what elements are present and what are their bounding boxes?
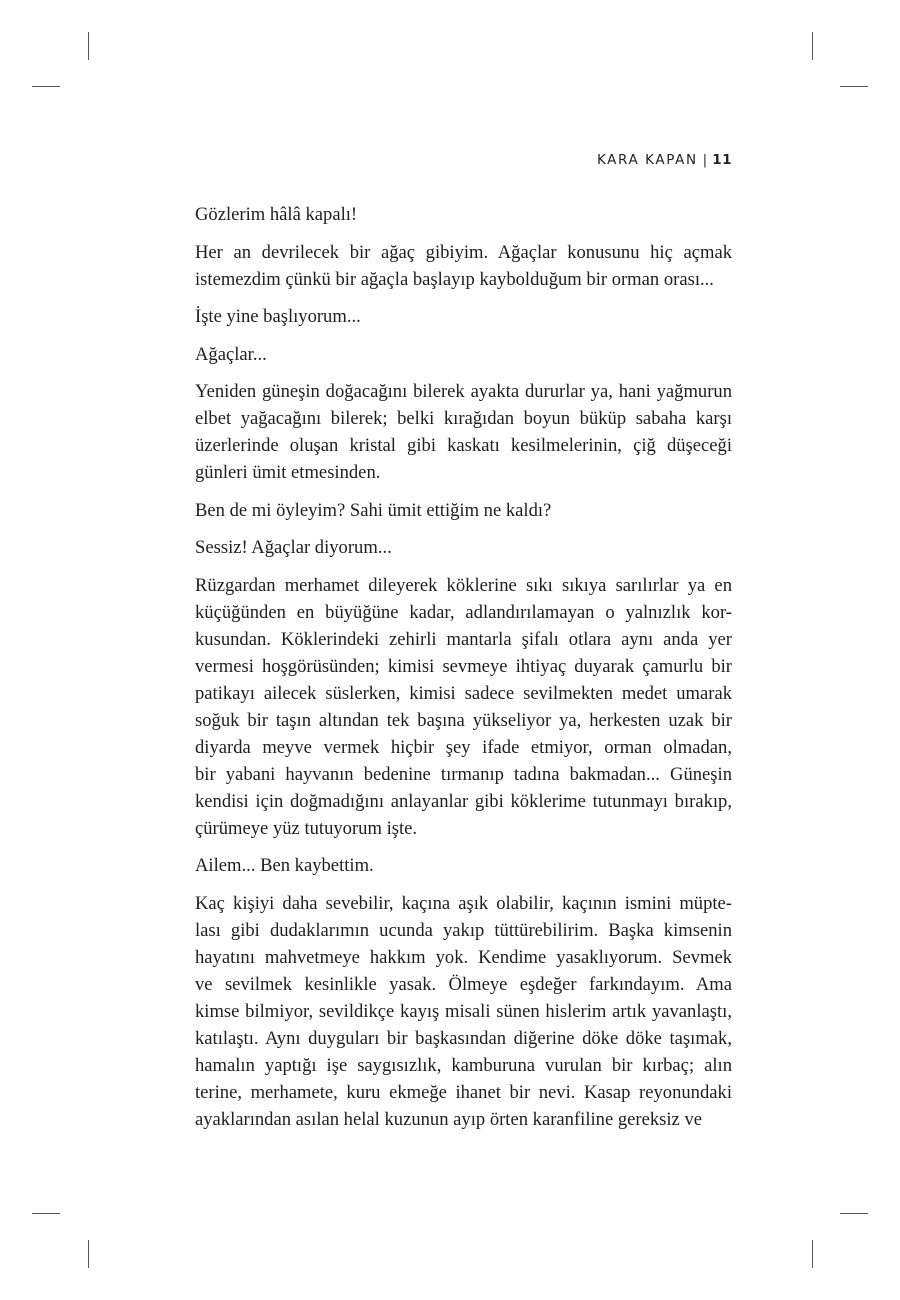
text-line: bir yabani hayvanın bedenine tırmanıp tadına bakmadan... Güneşin — [195, 763, 732, 785]
text-line: kusundan. Köklerindeki zehirli mantarla şifalı otlara aynı anda yer — [195, 628, 732, 650]
paragraph — [195, 303, 732, 330]
crop-mark-bottom-right-horizontal — [840, 1213, 868, 1214]
text-line: katılaştı. Aynı duyguları bir başkasından diğerine döke döke taşımak, — [195, 1027, 732, 1049]
crop-mark-top-right-horizontal — [840, 86, 868, 87]
text-line: günleri ümit etmesinden. — [195, 462, 381, 483]
text-line: Ben de mi öyleyim? Sahi ümit ettiğim ne kaldı? — [195, 499, 552, 521]
paragraph — [195, 890, 732, 1133]
text-line: Ağaçlar... — [195, 343, 267, 365]
crop-mark-bottom-left-vertical — [88, 1240, 89, 1268]
paragraph — [195, 378, 732, 486]
text-line: elbet yağacağını bilerek; belki kırağıdan boyun büküp sabaha karşı — [195, 408, 732, 429]
text-line: ve sevilmek kesinlikle yasak. Ölmeye eşdeğer farkındayım. Ama — [195, 973, 732, 995]
paragraph — [195, 572, 732, 842]
crop-mark-bottom-right-vertical — [812, 1240, 813, 1268]
running-header — [597, 152, 732, 168]
paragraph — [195, 341, 732, 368]
crop-mark-bottom-left-horizontal — [32, 1213, 60, 1214]
text-line: diyarda meyve vermek hiçbir şey ifade etmiyor, orman olmadan, — [195, 736, 732, 758]
text-line: Yeniden güneşin doğacağını bilerek ayakta dururlar ya, hani yağmurun — [195, 381, 732, 402]
text-line: çürümeye yüz tutuyorum işte. — [195, 817, 418, 839]
text-line: soğuk bir taşın altından tek başına yükseliyor ya, herkesten uzak bir — [195, 709, 732, 731]
paragraph — [195, 497, 732, 524]
text-line: üzerlerinde oluşan kristal gibi kaskatı kesilmelerinin, çiğ düşeceği — [195, 435, 732, 456]
text-line: ayaklarından asılan helal kuzunun ayıp örten karanfiline gereksiz ve — [195, 1108, 702, 1130]
text-line: Sessiz! Ağaçlar diyorum... — [195, 537, 392, 558]
text-line: İşte yine başlıyorum... — [195, 306, 361, 327]
header-separator: | — [702, 152, 708, 168]
page-number: 11 — [712, 152, 732, 168]
text-line: istemezdim çünkü bir ağaçla başlayıp kaybolduğum bir orman orası... — [195, 268, 714, 290]
paragraph — [195, 852, 732, 879]
text-line: hamalın yaptığı işe saygısızlık, kamburuna vurulan bir kırbaç; alın — [195, 1054, 732, 1076]
text-line: kimse bilmiyor, sevildikçe kayış misali sünen hislerim artık yavanlaştı, — [195, 1000, 732, 1022]
crop-mark-top-left-vertical — [88, 32, 89, 60]
paragraph — [195, 239, 732, 293]
book-title: KARA KAPAN — [596, 152, 698, 168]
body-text — [195, 201, 732, 1143]
text-line: terine, merhamete, kuru ekmeğe ihanet bir nevi. Kasap reyonundaki — [195, 1081, 732, 1103]
text-line: Kaç kişiyi daha sevebilir, kaçına aşık olabilir, kaçının ismini müpte- — [195, 892, 732, 914]
text-line: patikayı ailecek süslerken, kimisi sadece sevilmekten medet umarak — [195, 682, 732, 704]
text-line: Her an devrilecek bir ağaç gibiyim. Ağaçlar konusunu hiç açmak — [195, 241, 732, 263]
text-line: küçüğünden en büyüğüne kadar, adlandırılamayan o yalnızlık kor- — [195, 601, 732, 623]
text-line: Rüzgardan merhamet dileyerek köklerine sıkı sıkıya sarılırlar ya en — [195, 574, 732, 596]
text-line: vermesi hoşgörüsünden; kimisi sevmeye ihtiyaç duyarak çamurlu bir — [195, 655, 732, 677]
text-line: lası gibi dudaklarımın ucunda yakıp tüttürebilirim. Başka kimsenin — [195, 919, 732, 941]
text-line: Gözlerim hâlâ kapalı! — [195, 204, 358, 225]
text-line: Ailem... Ben kaybettim. — [195, 855, 374, 876]
crop-mark-top-right-vertical — [812, 32, 813, 60]
text-line: kendisi için doğmadığını anlayanlar gibi köklerime tutunmayı bırakıp, — [195, 790, 732, 812]
text-line: hayatını mahvetmeye hakkım yok. Kendime yasaklıyorum. Sevmek — [195, 946, 732, 968]
paragraph — [195, 534, 732, 561]
crop-mark-top-left-horizontal — [32, 86, 60, 87]
paragraph — [195, 201, 732, 228]
